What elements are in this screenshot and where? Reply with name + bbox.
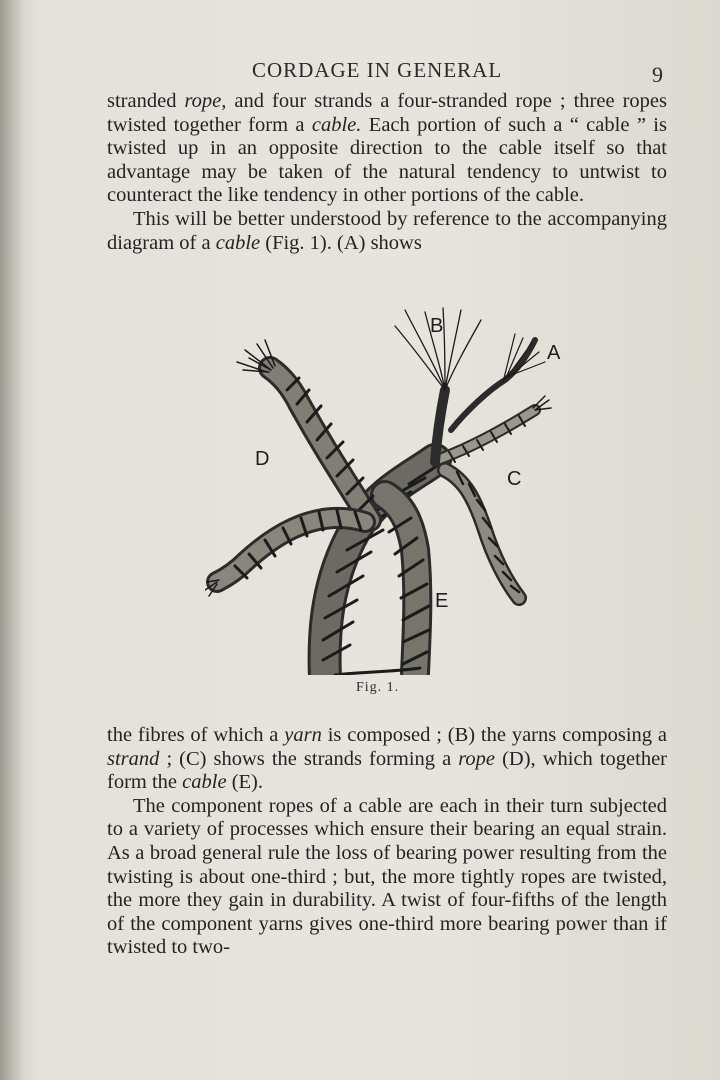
figure-label-e: E [435,590,449,612]
page-number: 9 [652,62,663,87]
p3-italic-cable: cable [182,771,227,794]
p3-italic-yarn: yarn [284,724,322,746]
p2-italic-cable: cable [215,231,261,254]
rope-d [237,340,373,520]
text-block-top [107,90,667,255]
p3-text-2: is composed ; (B) the yarns composing a [321,724,667,746]
paragraph-4: The component ropes of a cable are each in their turn subjected to a variety of processes which ensure their bearing an equal strain. As a broad general rule the loss of bearing power resulting from the twisting is about one-third ; but, the more tightly ropes are twisted, the more they gain in durability. A twist of four-fifths of the length of the component yarns gives one-third more bearing power than if twisted to two- [107,794,667,959]
figure-label-a: A [547,342,561,364]
p1-text-2: and four strands a four-stranded rope ; three ropes twisted together form a [107,90,667,136]
p3-text-5: (E). [226,771,263,794]
paragraph-3 [107,724,667,795]
p3-italic-rope: rope [458,747,496,770]
p2-text-1: This will be better understood by reference to the accompanying diagram of a [107,207,667,254]
p3-text-1: the fibres of which a [107,724,285,746]
figure-1-cable-diagram [205,300,565,675]
running-head: CORDAGE IN GENERAL [252,58,503,82]
p1-italic-rope: rope, [184,90,227,112]
p1-italic-cable: cable. [311,113,362,136]
p2-text-2: (Fig. 1). (A) shows [260,231,422,254]
p3-text-4: (D), which together form the [107,747,667,794]
paragraph-2 [107,208,667,255]
figure-label-b: B [430,315,444,337]
figure-label-c: C [507,468,522,490]
text-block-bottom [107,724,667,960]
figure-label-d: D [255,448,270,470]
paragraph-1 [107,90,667,208]
p1-text-1: stranded [107,90,185,112]
p3-text-3: ; (C) shows the strands forming a [159,747,459,770]
p1-text-3: Each portion of such a “ cable ” is twisted up in an opposite direction to the cable itself so that advantage may be taken of the natural tendency to untwist to counteract the like tendency in other portions of the cable. [107,113,667,207]
figure-caption: Fig. 1. [356,680,400,695]
p3-italic-strand: strand [107,747,160,770]
